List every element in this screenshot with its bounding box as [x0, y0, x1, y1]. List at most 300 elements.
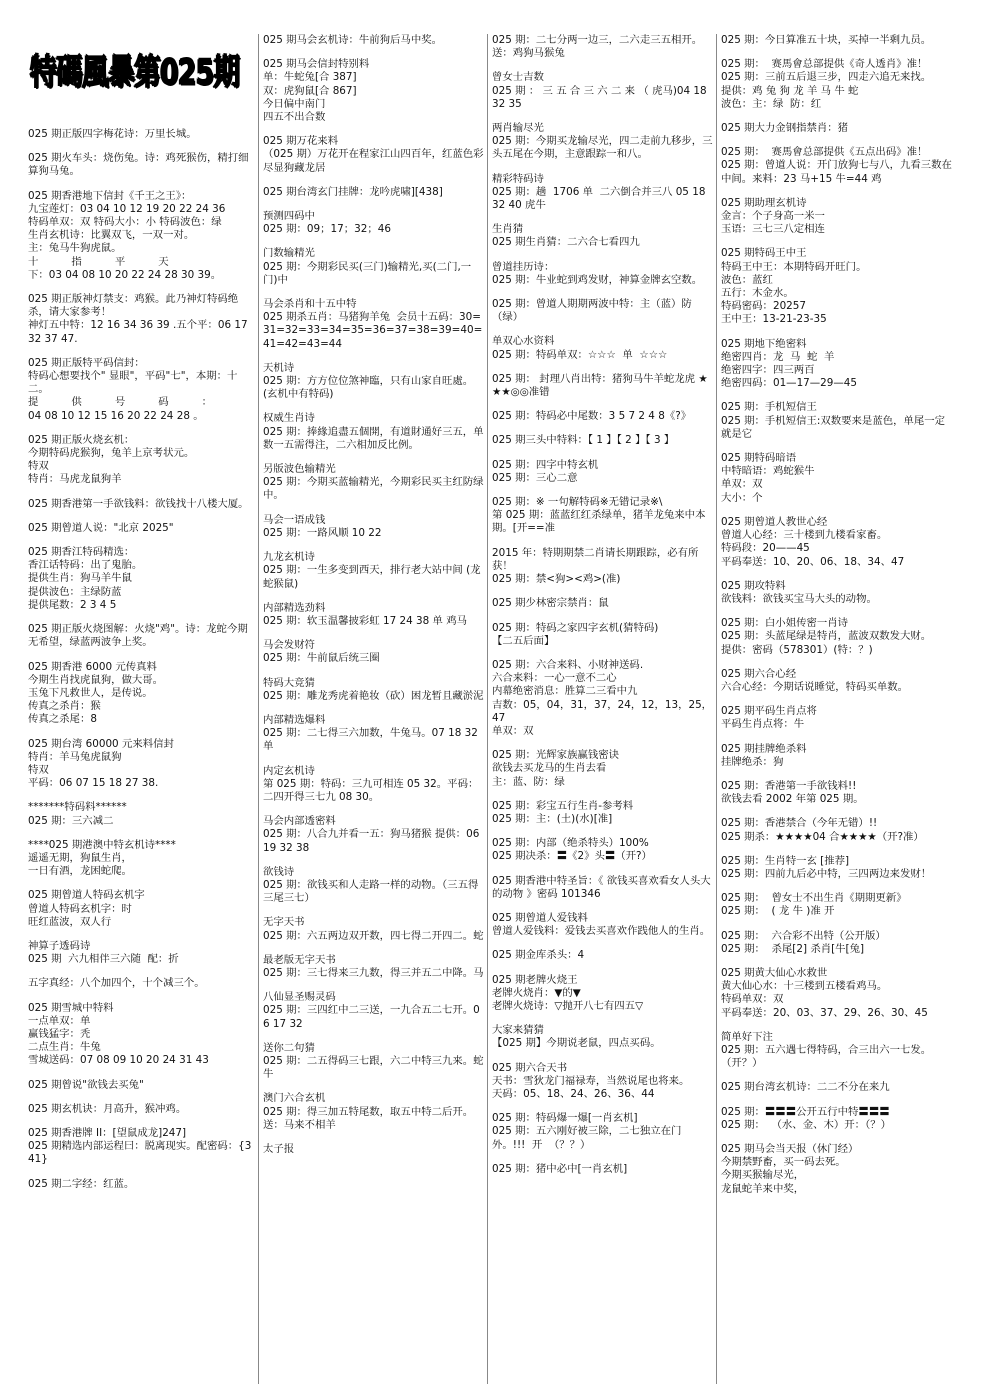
entry-heading: 特码大竞猜 [263, 676, 315, 689]
entry-line: 吉数：05，04，31，37，24，12，13，25，47 [492, 698, 713, 724]
entry-heading: 天机诗 [263, 361, 295, 374]
entry-heading: 025 期曾道人爱钱料 [492, 911, 588, 924]
entry-heading: ****025 期港澳中特玄机诗**** [28, 838, 176, 851]
entry-heading: 025 期黄大仙心水救世 [721, 966, 828, 979]
entry-line: 特码段：20——45 [721, 542, 810, 555]
entry-heading: 025 期平码生肖点将 [721, 705, 817, 718]
entry-block [492, 373, 714, 399]
entry-block [28, 889, 256, 929]
entry-heading: 025 期马会信封特别料 [263, 58, 370, 71]
entry-block [492, 912, 714, 938]
entry-line: 四五不出合数 [263, 111, 326, 124]
entry-heading: 025 期特码王中王 [721, 247, 807, 260]
entry-line: 025 期：软玉温馨披彩虹 17 24 38 单 鸡马 [263, 614, 468, 627]
entry-line: 025 期杀：★★★★04 合★★★★（开?准） [721, 830, 924, 843]
entry-heading: 025 期：手机短信王 [721, 401, 817, 414]
entry-line: 今期特码虎猴狗，兔羊上京考状元。 [28, 447, 195, 460]
entry-line: 特码单双：双 [721, 993, 784, 1006]
entry-heading: 025 期正版火烧玄机： [28, 433, 135, 446]
entry-line: 赢钱猛字：秃 [28, 1027, 91, 1040]
entry-block [263, 639, 485, 665]
entry-line: 欲钱料：欲钱买宝马大头的动物。 [721, 592, 877, 605]
entry-line: 025 期：八合九并看一五：狗马猪猴 提供：06 19 32 38 [263, 828, 483, 854]
entry-line: 旺红蓝波，双人行 [28, 915, 112, 928]
entry-line: 中特暗语：鸡蛇猴牛 [721, 465, 815, 478]
entry-block [28, 128, 256, 141]
entry-block [28, 152, 256, 178]
entry-heading: 025 期曾道人特码玄机字 [28, 889, 145, 902]
entry-line: 提供生肖：狗马羊牛鼠 [28, 572, 132, 585]
entry-line: 025 期：牛前鼠后统三圈 [263, 652, 380, 665]
entry-heading: 马会内部透密料 [263, 815, 336, 828]
entry-line: 025 期：今期彩民买(三门)输精光,买(二门,一门)中 [263, 260, 472, 286]
entry-line: 曾道人特码玄机字：时 [28, 902, 132, 915]
entry-heading: 2015 年：特期期禁二肖请长期跟踪，必有所获！ [492, 546, 699, 572]
entry-block [263, 714, 485, 754]
entry-line: 雪城送码：07 08 09 10 20 24 31 43 [28, 1054, 209, 1067]
entry-heading: 送你二句猜 [263, 1041, 315, 1054]
entry-heading: 025 期香港中特圣旨：《 欲钱买喜欢看女人头大的动物 》密码 101346 [492, 874, 711, 900]
entry-heading: 025 期香江特码精选： [28, 546, 135, 559]
entry-heading: 025 期老牌火烧王 [492, 973, 578, 986]
text-column-4 [721, 34, 955, 1384]
entry-heading: 预测四码中 [263, 210, 315, 223]
entry-heading: 025 期正版火烧图解：火烧"鸡"。诗：龙蛇今期无希望，绿蓝两波争上奖。 [28, 623, 248, 649]
entry-line: 025 期：一生多变到西天，排行老大站中间 (龙蛇猴鼠) [263, 564, 481, 590]
entry-block [28, 1127, 256, 1167]
entry-heading: 025 期：特码必中尾数：3 5 7 2 4 8《?》 [492, 410, 692, 423]
entry-line: 025 期：方方位位煞神臨，只有山家自旺處。(玄机中有特码) [263, 375, 474, 401]
entry-heading: 无字天书 [263, 916, 305, 929]
entry-block [28, 738, 256, 791]
entry-heading: 025 期：特码爆一爆[一肖玄机] [492, 1112, 638, 1125]
entry-line: 025 期：今期买蓝输精光，今期彩民买主红防绿中。 [263, 476, 484, 502]
entry-line: 单双：双 [492, 724, 534, 737]
entry-line: 波色：蓝红 [721, 273, 773, 286]
entry-line: 025 期：09；17；32；46 [263, 223, 391, 236]
entry-heading: 025 期曾道人教世心经 [721, 515, 828, 528]
entry-heading: 025 期：猪中必中[一肖玄机] [492, 1162, 628, 1175]
entry-block [721, 452, 955, 505]
entry-heading: 内定玄机诗 [263, 764, 315, 777]
entry-heading: 025 期：白小姐传密一肖诗 [721, 617, 849, 630]
entry-block [721, 705, 955, 731]
entry-line: 025 期： （水、金、木）开：（？） [721, 1118, 892, 1131]
entry-line: 特码密码：20257 [721, 300, 807, 313]
entry-line: 主：兔马牛狗虎鼠。 [28, 242, 122, 255]
entry-heading: 神算子透码诗 [28, 939, 91, 952]
entry-heading: 025 期火车头：烧伤兔。诗：鸡死猴伤，精打细算狗马兔。 [28, 152, 249, 178]
entry-block [721, 197, 955, 237]
entry-heading: 025 期：〓〓〓公开五行中特〓〓〓 [721, 1105, 890, 1118]
entry-block [28, 623, 256, 649]
entry-block [28, 546, 256, 612]
entry-line: 曾道人心经：三十楼到九楼看家畜。 [721, 529, 888, 542]
entry-heading: 025 期曾道人说："北京 2025" [28, 521, 174, 534]
entry-heading: 八仙显圣赐灵码 [263, 991, 336, 1004]
entry-heading: 025 期金库杀头：4 [492, 949, 585, 962]
entry-block [492, 261, 714, 287]
entry-line: 提 供 号 码 ： [28, 396, 213, 409]
entry-line: 025 期：牛业蛇到鸡发财，神算金牌玄空数。 [492, 273, 703, 286]
entry-block [721, 1031, 955, 1071]
entry-block [721, 668, 955, 694]
entry-line: 遥遥无期，狗鼠生肖， [28, 851, 132, 864]
entry-line: 025 期杀五肖：马猪狗羊兔 会员十五码：30=31=32=33=34=35=36=37=38=39=40=41=42=43=44 [263, 311, 483, 350]
entry-heading: 权威生肖诗 [263, 412, 315, 425]
entry-heading: 五字真经：八个加四个，十个减三个。 [28, 977, 205, 990]
entry-heading: 025 期台湾玄门挂牌：龙吟虎啸][438] [263, 185, 443, 198]
entry-line: 平码奉送：10、20、06、18、34、47 [721, 555, 905, 568]
entry-heading: 单双心水资料 [492, 335, 555, 348]
entry-block [263, 602, 485, 628]
entry-line: 绝密四肖：龙 马 蛇 羊 [721, 350, 835, 363]
entry-line: 提供：密码（578301）(特：？) [721, 643, 873, 656]
entry-line: 双：虎狗鼠[合 867] [263, 84, 357, 97]
entry-heading: 太子报 [263, 1143, 295, 1155]
entry-heading: 025 期大力金钢指禁肖：猪 [721, 122, 849, 135]
entry-line: 平码奉送：20、03、37、29、26、30、45 [721, 1006, 928, 1019]
entry-heading: 025 期：香港第一手欲钱料!! [721, 779, 857, 792]
entry-heading: 025 期台湾 60000 元来料信封 [28, 737, 174, 750]
entry-line: （025 期）万花开在程家江山四百年，红蓝色彩尽显狗藏龙居 [263, 148, 484, 174]
entry-block [263, 514, 485, 540]
entry-block [263, 866, 485, 906]
entry-line: 025 期：一路风顺 10 22 [263, 526, 382, 539]
entry-heading: 025 期万花来料 [263, 135, 339, 148]
column-divider [716, 34, 717, 1384]
entry-block [721, 967, 955, 1020]
entry-line: 【025 期】今期说老鼠，四点买码。 [492, 1037, 661, 1050]
entry-block [263, 551, 485, 591]
entry-block [263, 58, 485, 124]
entry-block [492, 496, 714, 536]
entry-line: 二点生肖：牛兔 [28, 1041, 101, 1054]
entry-line: 平码生肖点将：牛 [721, 718, 805, 731]
entry-line: 今日偏中南门 [263, 97, 326, 110]
entry-line: 025 期：曾道人说：开门放狗七与八，九看三数在中间。来料：23 马+15 牛=44 鸡 [721, 159, 952, 185]
entry-block [721, 743, 955, 769]
entry-heading: 025 期二字经：红蓝。 [28, 1177, 135, 1190]
entry-block [28, 1103, 256, 1116]
entry-line: 特肖：羊马兔虎鼠狗 [28, 750, 122, 763]
entry-line: 传真之杀肖：猴 [28, 700, 101, 713]
entry-block [263, 677, 485, 703]
entry-line: 曾道人爱钱料：爱钱去买喜欢作践他人的生肖。 [492, 925, 711, 938]
entry-heading: 大家来猜猜 [492, 1024, 544, 1037]
entry-heading: 曾道挂历诗： [492, 260, 555, 273]
entry-line: 025 期：欲钱买和人走路一样的动物。（三五得三尾三七） [263, 878, 479, 905]
entry-line: 025 期：三心二意 [492, 471, 578, 484]
entry-heading: 025 期： 赛馬會总部提供《奇人透肖》准！ [721, 58, 928, 71]
entry-line: 025 期： ( 龙 牛 )准 开 [721, 905, 835, 918]
entry-heading: 025 期攻特料 [721, 579, 786, 592]
entry-block [721, 338, 955, 391]
entry-line: 平码：06 07 15 18 27 38. [28, 777, 159, 790]
entry-line: 025 期：三七得来三九数，得三并五二中降。马 [263, 966, 484, 979]
entry-block [28, 1079, 256, 1092]
entry-line: 天书：雪狄龙门福禄寿，当然说尾也将来。 [492, 1074, 690, 1087]
entry-block [28, 1002, 256, 1068]
entry-line: 传真之杀尾：8 [28, 713, 97, 726]
entry-heading: 025 期正版特平码信封： [28, 356, 145, 369]
entry-block [721, 58, 955, 111]
entry-block [28, 801, 256, 827]
entry-line: 天码：05、18、24、26、36、44 [492, 1087, 655, 1100]
entry-line: 第 025 期：特码：三九可相连 05 32。平码：二四开得三七九 08 30。 [263, 777, 479, 803]
entry-line: 玉兔下凡救世人，是传说。 [28, 686, 153, 699]
entry-heading: *******特码料****** [28, 801, 127, 814]
entry-block [263, 34, 485, 47]
entry-line: 龙鼠蛇羊来中奖， [721, 1182, 805, 1195]
entry-line: 五行：木金水。 [721, 287, 794, 300]
entry-block [492, 949, 714, 962]
entry-heading: 025 期：内部（绝杀特头）100% [492, 837, 649, 850]
entry-line: 025 期：禁<狗><鸡>(准) [492, 573, 621, 586]
entry-heading: 025 期：四字中特玄机 [492, 458, 599, 471]
entry-block [721, 1106, 955, 1132]
entry-line: 025 期：今期买龙输尽光，四二走前九移步，三头五尾在今期，主意跟踪一和八。 [492, 135, 713, 161]
entry-heading: 两肖输尽光 [492, 122, 544, 135]
entry-line: 特肖：马虎龙鼠狗羊 [28, 473, 122, 486]
entry-line: 欲钱去看 2002 年第 025 期。 [721, 793, 864, 806]
entry-heading: 025 期：二七分两一边三，二六走三五相开。送：鸡狗马猴兔 [492, 34, 703, 60]
entry-block [28, 434, 256, 487]
entry-block [492, 71, 714, 111]
masthead-title: 特碼風暴第025期 [30, 53, 240, 94]
entry-block [492, 335, 714, 361]
entry-line: 提供：鸡 兔 狗 龙 羊 马 牛 蛇 [721, 84, 859, 97]
entry-line: 今期生肖找虎鼠狗，做大哥。 [28, 673, 164, 686]
entry-block [492, 298, 714, 324]
entry-heading: 025 期曾说"欲钱去买兔" [28, 1078, 144, 1091]
entry-block [263, 412, 485, 452]
entry-block [28, 357, 256, 423]
entry-heading: 025 期正版神灯禁支：鸡猴。此乃神灯特码绝杀，请大家参考！ [28, 293, 239, 319]
entry-heading: 025 期特码暗语 [721, 452, 797, 465]
entry-line: 025 期：头蓝尾绿是特肖，蓝波双数发大财。 [721, 630, 932, 643]
entry-block [721, 817, 955, 843]
entry-line: 九宝莲灯：03 04 10 12 19 20 22 24 36 [28, 202, 226, 215]
entry-line: 王中王：13-21-23-35 [721, 313, 827, 326]
entry-block [28, 977, 256, 990]
entry-line: 025 期：五六刚好被三除，二七独立在门外。!!! 开 （？？） [492, 1125, 682, 1151]
entry-heading: 025 期六合天书 [492, 1061, 568, 1074]
entry-line: 04 08 10 12 15 16 20 22 24 28 。 [28, 409, 204, 422]
entry-line: 老牌火烧肖：▼的▼ [492, 986, 581, 999]
entry-line: 老牌火烧诗：▽抛开八七有四五▽ [492, 999, 644, 1012]
entry-line: 神灯五中特：12 16 34 36 39 .五个平：06 17 32 37 47. [28, 319, 251, 345]
entry-line: 025 期：三六减二 [28, 814, 114, 827]
entry-line: 特码王中王：本期特码开旺门。 [721, 260, 867, 273]
entry-line: 025 期：三前五后退三步，四走六追无来找。 [721, 71, 932, 84]
entry-block [492, 1062, 714, 1102]
entry-block [28, 661, 256, 727]
entry-line: 单：牛蛇兔[合 387] [263, 71, 357, 84]
entry-line: 025 期： 杀尾[2] 杀肖[牛[兔] [721, 942, 865, 955]
entry-heading: 025 期： 六合彩不出特（公开版） [721, 929, 886, 942]
entry-line: 欲钱去买龙马的生肖去看 [492, 762, 607, 775]
entry-line: 025 期：特码单双：☆☆☆ 单 ☆☆☆ [492, 348, 668, 361]
entry-heading: 简单好下注 [721, 1030, 773, 1043]
entry-line: 玉语：三七三八定相连 [721, 223, 825, 236]
entry-block [263, 362, 485, 402]
entry-heading: 025 期：曾道人期期两波中特：主（蓝）防（绿） [492, 298, 692, 324]
entry-heading: 025 期： 封理八肖出特：猪狗马牛羊蛇龙虎 ★★★◎◎准错 [492, 372, 708, 399]
entry-heading: 内部精选爆料 [263, 713, 326, 726]
entry-block [263, 298, 485, 351]
entry-line: 波色：主：绿 防：红 [721, 97, 822, 110]
entry-heading: 025 期台湾玄机诗：二二不分在来九 [721, 1081, 890, 1094]
entry-block [263, 765, 485, 805]
entry-line: 025 期：趟 1706 单 二六倒合并三八 05 18 32 40 虎牛 [492, 185, 709, 212]
text-column-3 [492, 34, 714, 1384]
entry-line: 下：03 04 08 10 20 22 24 28 30 39。 [28, 268, 222, 281]
column-divider [258, 34, 259, 1384]
entry-line: 025 期：主：(土)(水)[准] [492, 812, 613, 825]
text-column-1 [28, 128, 256, 1391]
entry-line: 绝密四码：01—17—29—45 [721, 377, 858, 390]
entry-line: 挂牌绝杀：狗 [721, 755, 784, 768]
entry-line: 一点单双：单 [28, 1014, 91, 1027]
entry-block [263, 1143, 485, 1156]
entry-block [492, 434, 714, 447]
entry-block [28, 839, 256, 879]
entry-heading: 025 期香港地下信封《千王之王》： [28, 189, 192, 202]
entry-block [492, 410, 714, 423]
entry-line: 提供尾数：2 3 4 5 [28, 598, 117, 611]
entry-block [492, 547, 714, 587]
entry-heading: 025 期正版四字梅花诗：万里长城。 [28, 128, 197, 140]
entry-block [721, 617, 955, 657]
entry-block [492, 974, 714, 1014]
entry-line: 025 期：二五得码三七跟，六二中特三九来。蛇牛 [263, 1054, 484, 1081]
entry-line: 025 期生肖猜：二六合七看四九 [492, 236, 640, 249]
entry-heading: 025 期：今日算准五十块，买掉一半剩九员。 [721, 34, 932, 46]
entry-heading: 九龙玄机诗 [263, 551, 315, 564]
entry-line: 025 期：捧緣追盡五個開，有道財通好三五，单数一五需得注，二六相加反比例。 [263, 425, 484, 451]
entry-heading: 025 期马会玄机诗：牛前狗后马中奖。 [263, 34, 442, 46]
entry-line: 第 025 期：蓝蓝红红杀绿单，猪羊龙兔来中本期。[开==准 [492, 509, 706, 535]
entry-block [721, 247, 955, 326]
entry-heading: 025 期：彩宝五行生肖-参考料 [492, 799, 634, 812]
entry-block [492, 1112, 714, 1152]
entry-line: 特双 [28, 763, 49, 776]
entry-line: 单双：双 [721, 478, 763, 491]
entry-block [263, 916, 485, 942]
entry-block [721, 855, 955, 881]
entry-line: 一日有酒，龙困蛇爬。 [28, 865, 132, 878]
entry-line: 金言：个子身高一米一 [721, 210, 825, 223]
entry-block [492, 800, 714, 826]
entry-line: 025 期：六五两边双开数，四七得二开四二。蛇 [263, 929, 484, 942]
entry-line: 提供波色：主绿防蓝 [28, 585, 122, 598]
entry-line: 内幕绝密消息：胜算二三看中九 [492, 685, 638, 698]
entry-line: 绝密四字：四三两百 [721, 364, 815, 377]
entry-line: 025 期 ： 三 五 合 三 六 二 来 （ 虎马)04 18 32 35 [492, 84, 710, 110]
entry-heading: 025 期：光辉家族赢钱密诀 [492, 749, 620, 762]
entry-block [263, 210, 485, 236]
entry-line: 今期买猴输尽光， [721, 1169, 805, 1182]
entry-line: 六合心经：今期话说睡觉，特码买单数。 [721, 680, 909, 693]
entry-line: 025 期决杀：〓《2》头〓（开?） [492, 850, 652, 863]
entry-heading: 025 期雪城中特料 [28, 1001, 114, 1014]
entry-heading: 025 期香港 6000 元传真料 [28, 660, 157, 673]
entry-heading: 马会杀肖和十五中特 [263, 298, 357, 311]
entry-block [28, 522, 256, 535]
entry-heading: 025 期地下绝密料 [721, 337, 807, 350]
entry-block [721, 1081, 955, 1094]
entry-heading: 025 期三头中特料：【 1 】【 2 】【 3 】 [492, 434, 675, 447]
entry-heading: 澳门六合玄机 [263, 1092, 326, 1105]
entry-block [721, 780, 955, 806]
entry-block [492, 459, 714, 485]
entry-line: 025 期精选内部运程曰：脱离现实。配密码：{341} [28, 1140, 252, 1166]
entry-line: 特码单双：双 特码大小：小 特码波色：绿 [28, 216, 222, 229]
entry-block [721, 34, 955, 47]
entry-block [263, 1042, 485, 1082]
entry-line: 025 期：四前九后必中特，三四两边来发财！ [721, 867, 932, 880]
entry-block [263, 815, 485, 855]
entry-line: 黄大仙心水：十三楼到五楼看鸡马。 [721, 980, 888, 993]
entry-heading: 025 期马会当天报（休门经） [721, 1143, 859, 1155]
entry-block [28, 1178, 256, 1191]
entry-heading: 欲钱诗 [263, 865, 295, 878]
entry-block [721, 122, 955, 135]
entry-heading: 025 期：※ 一句解特码※无错记录※\ [492, 496, 663, 509]
entry-block [721, 516, 955, 569]
entry-heading: 025 期玄机诀：月高升，猴冲鸡。 [28, 1102, 187, 1115]
entry-heading: 最老版无字天书 [263, 953, 336, 966]
entry-block [492, 34, 714, 60]
entry-line: 特码心想要找个" 显眼"，平码"七"，本期：十二。 [28, 370, 238, 396]
entry-block [263, 1092, 485, 1132]
entry-block [721, 580, 955, 606]
entry-line: 025 期：得三加五特尾数，取五中特二后开。 送：马来不相羊 [263, 1105, 477, 1131]
entry-block [28, 940, 256, 966]
entry-heading: 025 期香港第一手欲钱料：欲钱找十八楼大厦。 [28, 497, 249, 510]
entry-line: 025 期 六九相伴三六随 配：折 [28, 953, 179, 966]
entry-block [263, 186, 485, 199]
entry-block [492, 1024, 714, 1050]
entry-heading: 内部精选劲料 [263, 601, 326, 614]
entry-line: 025 期：雕龙秀虎着艳妆（砍）困龙暂且藏淤泥 [263, 689, 484, 702]
entry-block [492, 597, 714, 610]
entry-block [492, 1163, 714, 1176]
entry-heading: 025 期：生肖特一玄 [推荐] [721, 854, 850, 867]
entry-block [721, 930, 955, 956]
entry-line: 主：蓝、防：绿 [492, 775, 565, 788]
entry-heading: 另版波色输精光 [263, 463, 336, 476]
entry-line: 025 期：二七得三六加数，牛兔马。07 18 32 单 [263, 727, 482, 753]
entry-heading: 025 期：特码之家四字玄机(猜特码) [492, 621, 659, 634]
entry-line: 十 指 平 天 [28, 255, 169, 268]
entry-heading: 025 期助理玄机诗 [721, 196, 807, 209]
entry-heading: 生肖猜 [492, 223, 524, 236]
entry-heading: 025 期： 曾女士不出生肖《期期更新》 [721, 892, 907, 905]
entry-heading: 025 期少林密宗禁肖：鼠 [492, 597, 609, 610]
entry-block [28, 293, 256, 346]
entry-block [492, 875, 714, 901]
entry-heading: 025 期六合心经 [721, 667, 797, 680]
entry-block [492, 173, 714, 213]
text-column-2 [263, 34, 485, 1384]
entry-block [721, 1143, 955, 1196]
entry-heading: 精彩特码诗 [492, 172, 544, 185]
entry-block [721, 146, 955, 186]
entry-heading: 025 期： 赛馬會总部提供《五点出码》准！ [721, 146, 928, 159]
entry-heading: 马会一语成钱 [263, 513, 326, 526]
